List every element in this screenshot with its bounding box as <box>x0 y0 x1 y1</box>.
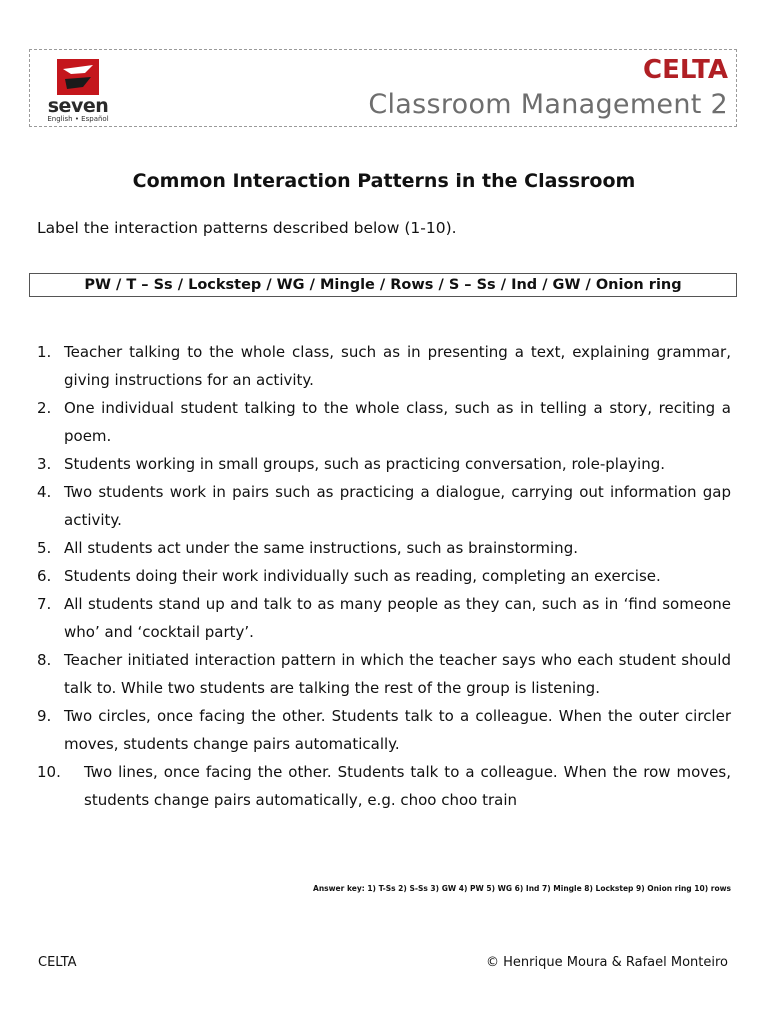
logo-tagline: English • Español <box>47 115 109 123</box>
list-item <box>37 562 731 590</box>
item-text: Teacher talking to the whole class, such as in presenting a text, explaining grammar, giving instructions for an activity. <box>64 343 731 389</box>
answer-key: Answer key: 1) T-Ss 2) S-Ss 3) GW 4) PW 5) WG 6) Ind 7) Mingle 8) Lockstep 9) Onion ring 10) rows <box>313 884 731 893</box>
seven-logo <box>38 55 118 123</box>
footer-course: CELTA <box>38 955 77 970</box>
brand-title: CELTA <box>643 55 728 85</box>
item-number: 9. <box>37 707 52 725</box>
module-title: Classroom Management 2 <box>368 89 728 120</box>
exercise-list <box>37 338 731 814</box>
item-text: All students stand up and talk to as many people as they can, such as in ‘find someone who’ and ‘cocktail party’. <box>64 595 731 641</box>
item-text: All students act under the same instructions, such as brainstorming. <box>64 539 578 557</box>
item-number: 4. <box>37 483 52 501</box>
item-number: 3. <box>37 455 52 473</box>
footer-copyright: © Henrique Moura & Rafael Monteiro <box>486 955 728 970</box>
list-item <box>37 478 731 534</box>
word-bank-box: PW / T – Ss / Lockstep / WG / Mingle / Rows / S – Ss / Ind / GW / Onion ring <box>29 273 737 297</box>
item-number: 5. <box>37 539 52 557</box>
list-item <box>37 534 731 562</box>
item-text: Students working in small groups, such as practicing conversation, role-playing. <box>64 455 666 473</box>
item-number: 2. <box>37 399 52 417</box>
seven-logo-icon <box>55 57 101 97</box>
item-number: 8. <box>37 651 52 669</box>
instruction-text: Label the interaction patterns described below (1-10). <box>37 219 457 237</box>
item-text: Students doing their work individually such as reading, completing an exercise. <box>64 567 661 585</box>
logo-wordmark: seven <box>47 95 109 117</box>
item-number: 1. <box>37 343 52 361</box>
item-number: 6. <box>37 567 52 585</box>
document-header <box>29 49 737 127</box>
list-item <box>37 702 731 758</box>
item-text: Two students work in pairs such as practicing a dialogue, carrying out information gap activity. <box>64 483 731 529</box>
list-item <box>37 450 731 478</box>
list-item <box>37 646 731 702</box>
item-text: Two lines, once facing the other. Students talk to a colleague. When the row moves, students change pairs automatically, e.g. choo choo train <box>84 763 731 809</box>
item-text: Teacher initiated interaction pattern in which the teacher says who each student should talk to. While two students are talking the rest of the group is listening. <box>64 651 731 697</box>
list-item <box>37 394 731 450</box>
page-title: Common Interaction Patterns in the Classroom <box>132 170 636 192</box>
item-text: Two circles, once facing the other. Students talk to a colleague. When the outer circler moves, students change pairs automatically. <box>64 707 731 753</box>
item-number: 10. <box>37 763 61 781</box>
list-item <box>37 758 731 814</box>
list-item <box>37 590 731 646</box>
item-text: One individual student talking to the whole class, such as in telling a story, reciting a poem. <box>64 399 731 445</box>
list-item <box>37 338 731 394</box>
item-number: 7. <box>37 595 52 613</box>
